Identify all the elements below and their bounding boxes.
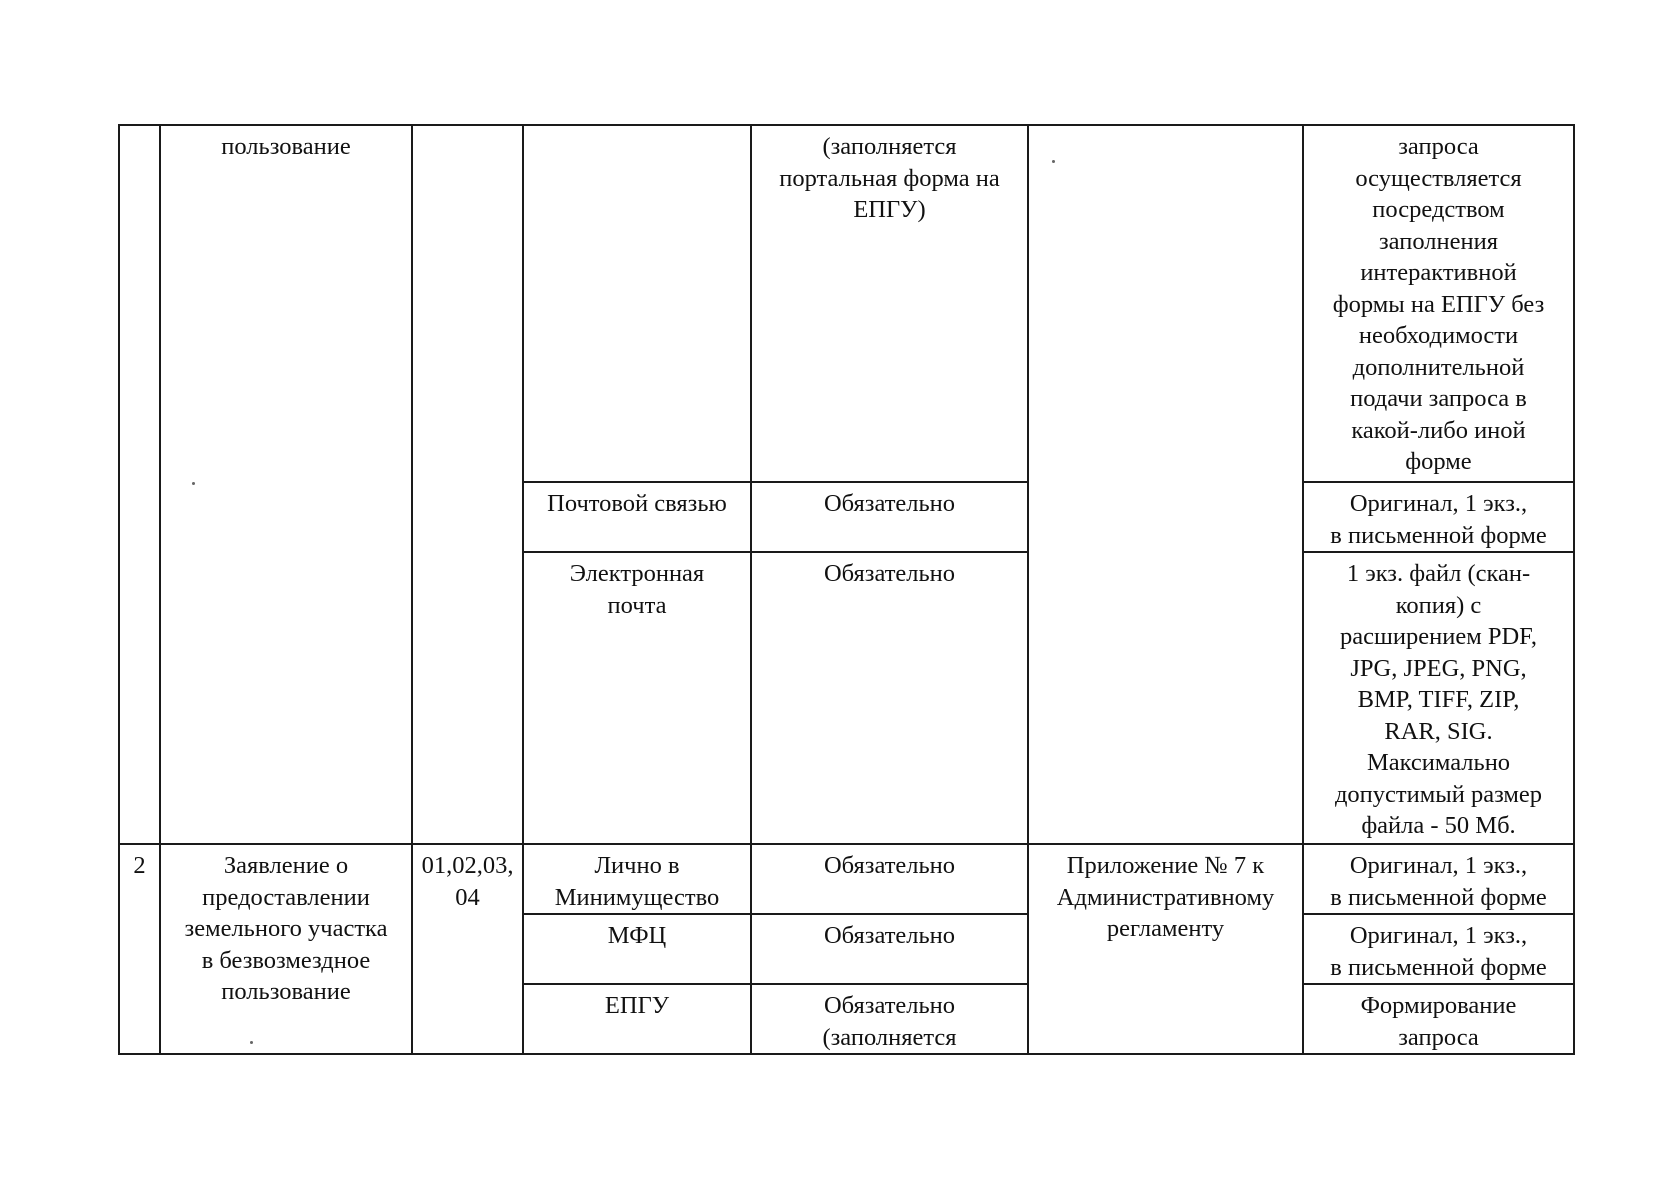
- codes-cell: [412, 125, 523, 844]
- row-number-cell: 2: [119, 844, 160, 1054]
- table-row: [119, 125, 1574, 482]
- channel-cell: Электронная почта: [523, 552, 751, 844]
- codes-cell: 01,02,03, 04: [412, 844, 523, 1054]
- channel-cell: ЕПГУ: [523, 984, 751, 1054]
- format-cell: 1 экз. файл (скан- копия) с расширением PDF, JPG, JPEG, PNG, BMP, TIFF, ZIP, RAR, SIG. Максимально допустимый размер файла - 50 Мб.: [1303, 552, 1574, 844]
- scan-speck: [1052, 160, 1055, 163]
- format-cell: запроса осуществляется посредством заполнения интерактивной формы на ЕПГУ без необходимости дополнительной подачи запроса в какой-либо иной форме: [1303, 125, 1574, 482]
- channel-cell: [523, 125, 751, 482]
- requirement-cell: Обязательно: [751, 482, 1028, 552]
- document-name-cell: пользование: [160, 125, 412, 844]
- requirement-cell: Обязательно: [751, 552, 1028, 844]
- scan-speck: [250, 1041, 253, 1044]
- document-name-cell: Заявление о предоставлении земельного участка в безвозмездное пользование: [160, 844, 412, 1054]
- scan-speck: [192, 482, 195, 485]
- format-cell: Формирование запроса: [1303, 984, 1574, 1054]
- table-row: [119, 844, 1574, 914]
- form-reference-cell: [1028, 125, 1303, 844]
- requirement-cell: Обязательно: [751, 914, 1028, 984]
- format-cell: Оригинал, 1 экз., в письменной форме: [1303, 482, 1574, 552]
- row-number-cell: [119, 125, 160, 844]
- format-cell: Оригинал, 1 экз., в письменной форме: [1303, 844, 1574, 914]
- channel-cell: Почтовой связью: [523, 482, 751, 552]
- requirement-cell: Обязательно: [751, 844, 1028, 914]
- channel-cell: Лично в Минимущество: [523, 844, 751, 914]
- channel-cell: МФЦ: [523, 914, 751, 984]
- requirement-cell: (заполняется портальная форма на ЕПГУ): [751, 125, 1028, 482]
- requirement-cell: Обязательно (заполняется: [751, 984, 1028, 1054]
- format-cell: Оригинал, 1 экз., в письменной форме: [1303, 914, 1574, 984]
- form-reference-cell: Приложение № 7 к Административному регламенту: [1028, 844, 1303, 1054]
- services-table: [118, 124, 1575, 1055]
